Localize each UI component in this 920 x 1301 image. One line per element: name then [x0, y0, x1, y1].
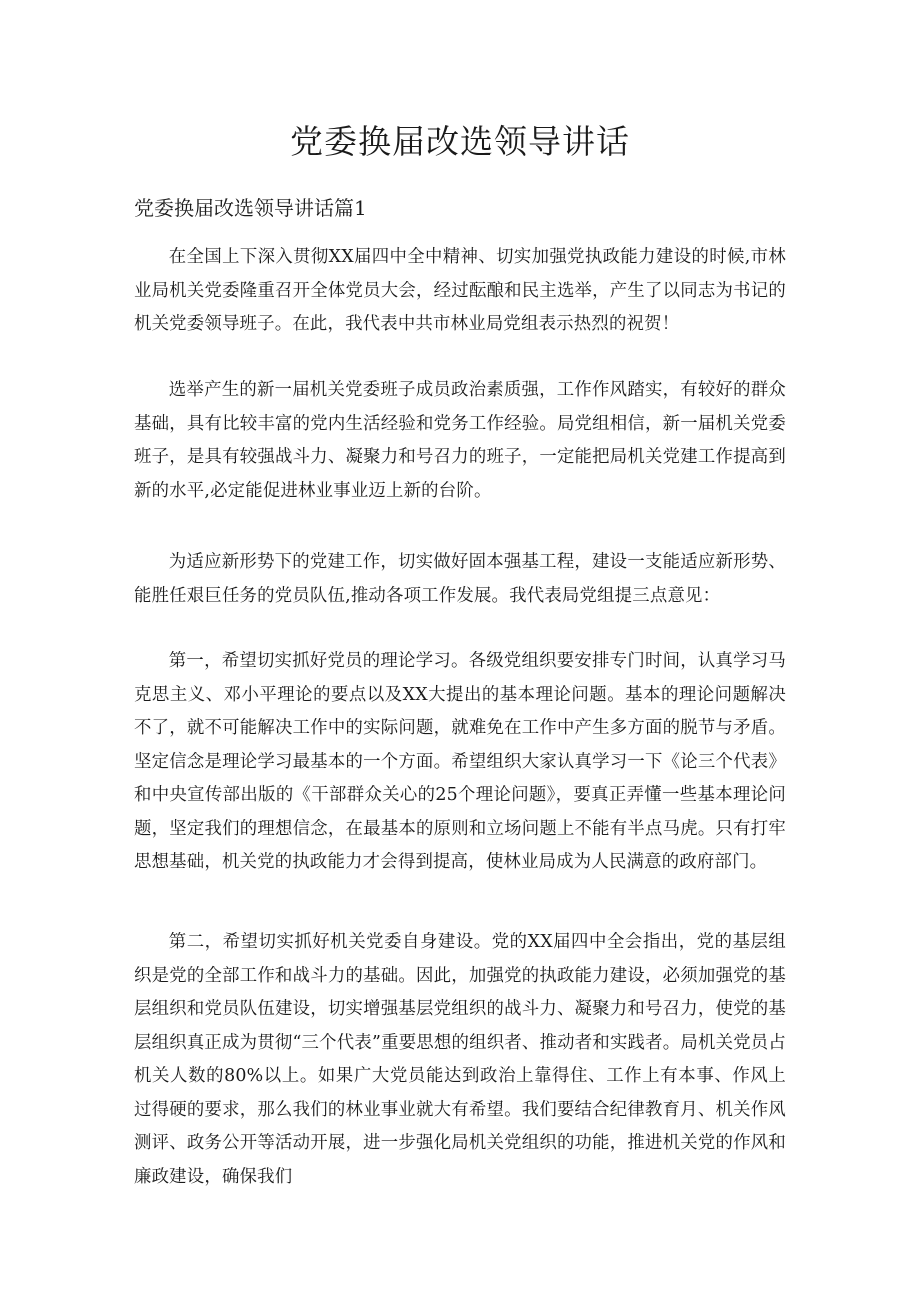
paragraph-2: 选举产生的新一届机关党委班子成员政治素质强，工作作风踏实，有较好的群众基础，具有比较丰富的党内生活经验和党务工作经验。局党组相信，新一届机关党委班子，是具有较强战斗力、凝聚力和号召力的班子，一定能把局机关党建工作提高到新的水平,必定能促进林业事业迈上新的台阶。: [134, 380, 786, 501]
document-title: 党委换届改选领导讲话: [290, 122, 630, 161]
paragraph-5: 第二，希望切实抓好机关党委自身建设。党的XX届四中全会指出，党的基层组织是党的全部工作和战斗力的基础。因此，加强党的执政能力建设，必须加强党的基层组织和党员队伍建设，切实增强基层党组织的战斗力、凝聚力和号召力，使党的基层组织真正成为贯彻“三个代表”重要思想的组织者、推动者和实践者。局机关党员占机关人数的80%以上。如果广大党员能达到政治上靠得住、工作上有本事、作风上过得硬的要求，那么我们的林业事业就大有希望。我们要结合纪律教育月、机关作风测评、政务公开等活动开展，进一步强化局机关党组织的功能，推进机关党的作风和廉政建设，确保我们: [134, 932, 786, 1187]
paragraph-4: 第一，希望切实抓好党员的理论学习。各级党组织要安排专门时间，认真学习马克思主义、邓小平理论的要点以及XX大提出的基本理论问题。基本的理论问题解决不了，就不可能解决工作中的实际问题，就难免在工作中产生多方面的脱节与矛盾。坚定信念是理论学习最基本的一个方面。希望组织大家认真学习一下《论三个代表》和中央宣传部出版的《干部群众关心的25个理论问题》，要真正弄懂一些基本理论问题，坚定我们的理想信念，在最基本的原则和立场问题上不能有半点马虎。只有打牢思想基础，机关党的执政能力才会得到提高，使林业局成为人民满意的政府部门。: [134, 651, 786, 872]
paragraph-3: 为适应新形势下的党建工作，切实做好固本强基工程，建设一支能适应新形势、能胜任艰巨任务的党员队伍,推动各项工作发展。我代表局党组提三点意见：: [134, 552, 786, 606]
section-heading: 党委换届改选领导讲话篇1: [134, 196, 367, 220]
paragraph-1: 在全国上下深入贯彻XX届四中全中精神、切实加强党执政能力建设的时候,市林业局机关党委隆重召开全体党员大会，经过酝酿和民主选举，产生了以同志为书记的机关党委领导班子。在此，我代表中共市林业局党组表示热烈的祝贺！: [134, 247, 786, 334]
